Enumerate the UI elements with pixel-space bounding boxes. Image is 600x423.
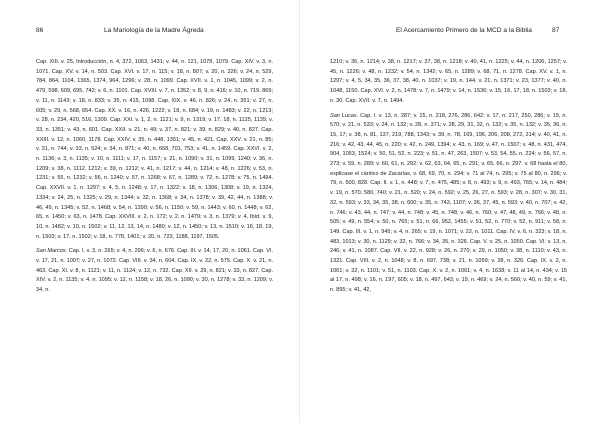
- index-paragraph: [36, 58, 273, 242]
- gospel-heading: San Lucas: [330, 112, 357, 119]
- index-entries: 1210; v. 36, n. 1214; v. 38, n. 1217; v. 37, 38, n. 1218; v. 40, 41, n. 1225; v. 44, n. 1206, 1257; v. 45, n. 1226; v. 48, n. 1232; v. 54, n. 1342; v. 65, n. 1289; v. 68, 71, n. 1278. Cap. XV. v. 1, n. 1297; v. 4, 5, 34, 35, 36, 37, 38, 40, n. 1037; v. 19, n. 144, v. 21, n. 1371; v. 23, 1377; v. 40, n. 1048, 1150. Cap. XVI. v. 2, n. 1478; v. 7, n. 1479; v. 14, n. 1536; v. 15, 16, 17, 18, n. 1503; v. 18, n. 30. Cap. XVII. v. 7, n. 1494.: [330, 59, 567, 104]
- running-title: La Mariología de la Madre Ágreda: [104, 27, 204, 34]
- gospel-heading: San Marcos: [36, 248, 66, 255]
- right-page: [300, 0, 600, 423]
- running-title: El Acercamiento Primero de la MCD a la Biblia: [396, 27, 532, 34]
- page-number: 87: [552, 27, 560, 34]
- index-text: [36, 58, 273, 301]
- index-entries: . Cap. I. v. 3, n. 265; v. 4, n. 296; v. 6, n. 676. Cap. III. v. 14, 17, 20, n. 1061. Cap. VI. v. 17, 21, n. 1007; v. 27, n. 1072. Cap. VIII. v. 34, n. 604. Cap. IX. v. 22, n. 575. Cap. X. v. 21, n. 463. Cap. XI. v. 8, n. 1121; v. 11, n. 1124; v. 12, n. 732. Cap. XII. v. 29, n. 821; v. 33, n. 827. Cap. XIV. v. 2, n. 1135; v. 4, n. 1095; v. 12, n. 1158; v. 18, 26, n. 1090; v. 30, n. 1278; v. 33, n. 1209; v. 34, n.: [36, 248, 273, 294]
- index-entries: . Cap. I. v. 13, n. 287; v. 15, n. 218, 276, 286, 642; v. 17, n. 217, 250, 286; v. 19, n. 570; v. 21, n. 533; v. 24, n. 132; v. 28, n. 371; v. 28, 29, 31, 32, n. 132; v. 35, n. 132; v. 35, 36, n. 15, 17; v. 38, n. 81, 137, 219, 788, 1343; v. 39, n. 78, 169, 196, 206, 208, 272, 314; v. 40, 41, n. 216; v. 42, 43, 44, 45, n. 220; v. 42, n. 249, 1394; v. 43, n. 169; v. 47, n. 1507; v. 48, n. 431, 474, 904, 1053, 1524; v. 50, 51, 52, n. 223; v. 51, n. 47, 263, 1507; v. 53, 54, 55, n. 224; v. 56, 57, n. 273; v. 59, n. 289; v. 60, 61, n. 292; v. 62, 63, 64, 65, n. 291; v. 65, 66, n. 297. v. 68 hasta el 80, explicase el cántico de Zacarías, v. 68, 69, 70, n. 294; v. 71 al 74, n. 295; v. 75 al 80, n. 296; v. 79, n. 500, 828. Cap. II. v. 1, n. 448; v. 7, n. 475, 485; v. 8, n. 493; v. 9, n. 493, 765; v. 14, n. 484; v. 19, n. 570, 580, 740; v. 21, n. 520; v. 24, n. 592; v. 25, 26, 27, n. 593; v. 28, n. 307; v. 30, 31, 32, n. 593; v. 33, 34, 35, 38, n. 600; v. 35, n. 743, 1107; v. 36, 37, 45, n. 593; v. 40, n. 707; v. 42, n. 746; v. 43, 44, n. 747; v. 44, n. 748; v. 45, n. 748; v. 46, n. 760; v. 47, 48, 49, n. 766; v. 48, n. 505; v. 49, n. 554; v. 50, n. 765; v. 51, n. 66, 952, 1455; v. 51, 52, n. 770; v. 52, n. 911; v. 58, n. 149. Cap. III. v. 1, n. 945; v. 4, n. 265; v. 19, n. 1071; v. 22, n. 1011. Cap. IV. v. 6, n. 323; v. 18, n. 483, 1013; v. 30, n. 1129; v. 32, n. 766; v. 34, 35, n. 326. Cap. V. v. 25, n. 1050. Cap. VI. v. 13, n. 246; v. 41, n. 1087. Cap. VII. v. 22, n. 928; v. 26, n. 270; v. 29, n. 1050; v. 38, n. 1110; v. 43, n. 1321. Cap. VIII. v. 2, n. 1048; v. 8, n. 697, 738; v. 21, n. 1059; v. 28, n. 326. Cap. IX. v. 2, n. 1061; v. 32, n. 1101; v. 51, n. 1103. Cap. X. v. 2, n. 1061; v. 4, n. 1638; v. 11 al 14, n. 434; v. 15 al 17, n. 498; v. 16, n. 197, 605; v. 18, n. 497, 643; v. 19, n. 469; v. 24, n. 560; v. 40, n. 59; v. 41, n. 895; v. 41, 42,: [330, 112, 567, 294]
- index-paragraph: [330, 112, 567, 296]
- page-number: 86: [36, 27, 44, 34]
- index-paragraph: [330, 58, 567, 107]
- index-entries: Cap. XIII. v. 25, Introducción, n. 4, 372, 1063, 1431; v. 44, n. 121, 1078, 1079. Cap. XIV. v. 3, n. 1071. Cap. XV. v. 14, n. 503. Cap. XVI. v. 17, n. 115; v. 18, n. 807; v. 20, n. 326; v. 24, n. 529, 784, 864, 1104, 1365, 1374, 964, 1296; v. 28, n. 1099. Cap. XVII. v. 1, n. 1045, 1099; v. 2, n. 479, 598, 609, 695, 742; v. 6, n. 1101. Cap. XVIII. v. 7, n. 1352; v. 8, 9, n. 416; v. 10, n. 719, 869; v. 11, n. 1143; v. 18, n. 833; v. 35, n. 415, 1098. Cap. XIX. v. 46, n. 826; v. 24, n. 351; v. 27, n. 605; v. 29, n. 568, 654. Cap. XX. v. 16, n. 426, 1222; v. 18, n. 684; v. 19, n. 1483; v. 22, n. 1213; v. 28, n. 234, 420, 516, 1309. Cap. XXI. v. 1, 2, n. 1121; v. 9, n. 1319; v. 17, 18, n. 1125, 1135; v. 33, n. 1351; v. 43, n. 601. Cap. XXII. v. 21, n. 49; v. 37, n. 821; v. 39, n. 829; v. 40, n. 827. Cap. XXIII. v. 12, n. 1060, 1178. Cap. XXIV. v. 35, n. 448, 1351; v. 45, n. 421. Cap. XXV. v. 21, n. 85; v. 31, n. 744; v. 33, n. 524; v. 34, n. 871; v. 40, n. 668, 701, 753; v. 41, n. 1459. Cap. XXVI. v. 2, n. 1136; v. 3, n. 1135; v. 10, n. 1111; v. 17, n. 1157; v. 21, n. 1090; v. 31, n. 1099, 1240; v. 36, n. 1209; v. 38, n. 1112, 1212; v. 39, n. 1212; v. 41, n. 1217; v. 44, n. 1214; v. 48, n. 1226; v. 53, n. 1231; v. 55, n. 1232; v. 56, n. 1240; v. 57, n. 1268; v. 67, n. 1289; v. 72, n. 1278; v. 75, n. 1494. Cap. XXVII. v. 1, n. 1297; v. 4, 5, n. 1248; v. 17, n. 1322; v. 18, n. 1306, 1308; v. 19, n. 1324, 1334; v. 24, 25, n. 1325; v. 29, n. 1344; v. 32, n. 1368; v. 34, n. 1378; v. 39, 42, 44, n. 1388; v. 46, 49, n. 1345; v. 52, n. 1468; v. 54, n. 1390; v. 56, n. 1150; v. 59, n. 1443; v. 60, n. 1448; v. 62, 65, n. 1450; v. 63, n. 1478. Cap. XXVIII. v. 2, n. 172; v. 2, n. 1479; v. 3, n. 1379; v. 4, Ibíd. v. 9, 10, n. 1482; v. 10, n. 1502; v. 11, 12, 13, 14, n. 1480; v. 12, n. 1450; v. 13, n. 1510; v. 16, 18, 19, n. 1503; v. 17, n. 1502; v. 18, n. 778, 1401; v. 20, n. 723, 1188, 1197, 1505.: [36, 59, 273, 240]
- index-paragraph: [36, 247, 273, 296]
- index-text: [330, 58, 567, 301]
